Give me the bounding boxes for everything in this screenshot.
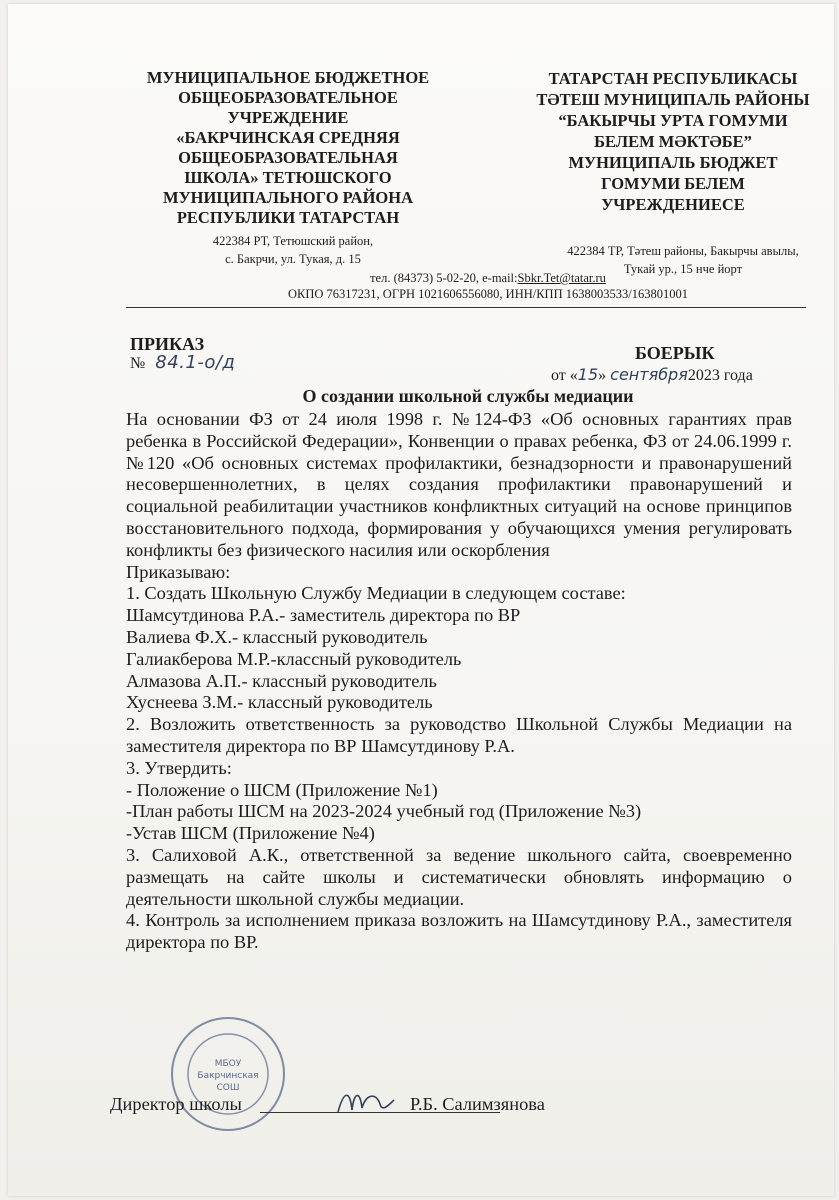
- member-line: Алмазова А.П.- классный руководитель: [126, 670, 437, 691]
- member-line: Валиева Ф.Х.- классный руководитель: [126, 626, 428, 647]
- document-page: [8, 4, 834, 1196]
- doc-number-handwritten: 84.1-о/д: [155, 352, 236, 373]
- address-left-line: с. Бакрчи, ул. Тукая, д. 15: [225, 252, 361, 266]
- doc-number-row: [130, 352, 235, 373]
- header-right-line: МУНИЦИПАЛЬ БЮДЖЕТ: [568, 153, 778, 172]
- phone: тел. (84373) 5-02-20, e-mail:: [370, 271, 518, 285]
- contacts: [228, 270, 748, 302]
- address-left-line: 422384 РТ, Тетюшский район,: [212, 234, 374, 248]
- header-right-line: ГОМУМИ БЕЛЕМ: [601, 174, 745, 193]
- item-3b: 3. Салиховой А.К., ответственной за ведение школьного сайта, своевременно размещать на сайте школы и систематически обновлять информацию о деятельности школьной службы медиации.: [126, 844, 792, 909]
- approve-line: -План работы ШСМ на 2023-2024 учебный год (Приложение №3): [126, 801, 642, 822]
- doc-date: [551, 365, 753, 385]
- address-right-line: Тукай ур., 15 нче йорт: [623, 262, 743, 276]
- address-left: [178, 232, 408, 268]
- header-left-line: ШКОЛА» ТЕТЮШСКОГО: [184, 168, 392, 187]
- member-line: Галиакберова М.Р.-классный руководитель: [126, 648, 462, 669]
- header-left-line: ОБЩЕОБРАЗОВАТЕЛЬНОЕ: [178, 88, 398, 107]
- header-right-org-name: [528, 68, 818, 215]
- date-suffix: 2023 года: [687, 367, 753, 384]
- item-2: 2. Возложить ответственность за руководство Школьной Службы Медиации на заместителя директора по ВР Шамсутдинову Р.А.: [126, 714, 792, 756]
- header-left-org-name: [118, 68, 458, 228]
- email-link[interactable]: Sbkr.Tet@tatar.ru: [517, 271, 606, 285]
- header-left-line: МУНИЦИПАЛЬНОЕ БЮДЖЕТНОЕ: [146, 68, 430, 87]
- doc-body: [126, 409, 792, 954]
- item-1: 1. Создать Школьную Службу Медиации в следующем составе:: [126, 583, 626, 604]
- header-right-line: УЧРЕЖДЕНИЕСЕ: [601, 195, 745, 214]
- doc-type-ru: ПРИКАЗ: [130, 334, 205, 354]
- seal-text: МБОУ: [214, 1059, 242, 1069]
- header-left-line: ОБЩЕОБРАЗОВАТЕЛЬНАЯ: [178, 148, 398, 167]
- seal-text: СОШ: [216, 1083, 240, 1093]
- header-left-line: УЧРЕЖДЕНИЕ: [227, 108, 349, 127]
- approve-line: - Положение о ШСМ (Приложение №1): [126, 779, 438, 800]
- header-left-line: РЕСПУБЛИКИ ТАТАРСТАН: [176, 208, 400, 227]
- preamble: На основании ФЗ от 24 июля 1998 г. №124-ФЗ «Об основных гарантиях прав ребенка в Российской Федерации», Конвенции о правах ребенка, ФЗ от 24.06.1999 г. №120 «Об основных системах профилактики, безнадзорности и правонарушений несовершеннолетних, в целях создания профилактики правонарушений и социальной реабилитации участников конфликтных ситуаций на основе принципов восстановительного подхода, формирования у обучающихся умения регулировать конфликты без физического насилия или оскорбления: [126, 409, 792, 560]
- date-prefix: от «: [551, 367, 578, 384]
- item-3: 3. Утвердить:: [126, 757, 232, 778]
- header-divider: [126, 307, 806, 308]
- signer-name: Р.Б. Салимзянова: [410, 1094, 545, 1114]
- header-right-line: ТӘТЕШ МУНИЦИПАЛЬ РАЙОНЫ: [536, 90, 810, 109]
- registry-codes: ОКПО 76317231, ОГРН 1021606556080, ИНН/КПП 1638003533/163801001: [288, 287, 688, 301]
- member-line: Шамсутдинова Р.А.- заместитель директора по ВР: [126, 605, 521, 626]
- header-right-line: ТАТАРСТАН РЕСПУБЛИКАСЫ: [548, 69, 798, 88]
- order-word: Приказываю:: [126, 561, 231, 582]
- header-right-line: “БАКЫРЧЫ УРТА ГОМУМИ: [558, 111, 788, 130]
- seal-text: Бакрчинская: [197, 1071, 259, 1081]
- address-right-line: 422384 ТР, Тәтеш районы, Бакырчы авылы,: [567, 244, 799, 258]
- header-right-line: БЕЛЕМ МӘКТӘБЕ”: [594, 132, 752, 151]
- date-month-handwritten: сентября: [610, 365, 688, 384]
- school-seal-stamp: [168, 1014, 288, 1134]
- header-left-line: «БАКРЧИНСКАЯ СРЕДНЯЯ: [176, 128, 400, 147]
- member-line: Хуснеева З.М.- классный руководитель: [126, 692, 433, 713]
- header-left-line: МУНИЦИПАЛЬНОГО РАЙОНА: [163, 188, 413, 207]
- signer-role: Директор школы: [110, 1094, 242, 1114]
- phone-email-line: [228, 270, 748, 286]
- date-day-handwritten: 15: [577, 365, 599, 384]
- doc-type-tt: БОЕРЫК: [635, 343, 715, 363]
- date-mid: »: [598, 367, 611, 384]
- approve-line: -Устав ШСМ (Приложение №4): [126, 823, 375, 844]
- doc-title: О создании школьной службы медиации: [302, 386, 634, 406]
- item-4: 4. Контроль за исполнением приказа возложить на Шамсутдинову Р.А., заместителя директора по ВР.: [126, 910, 792, 953]
- number-sign: №: [130, 355, 146, 372]
- director-signature: [336, 1082, 396, 1122]
